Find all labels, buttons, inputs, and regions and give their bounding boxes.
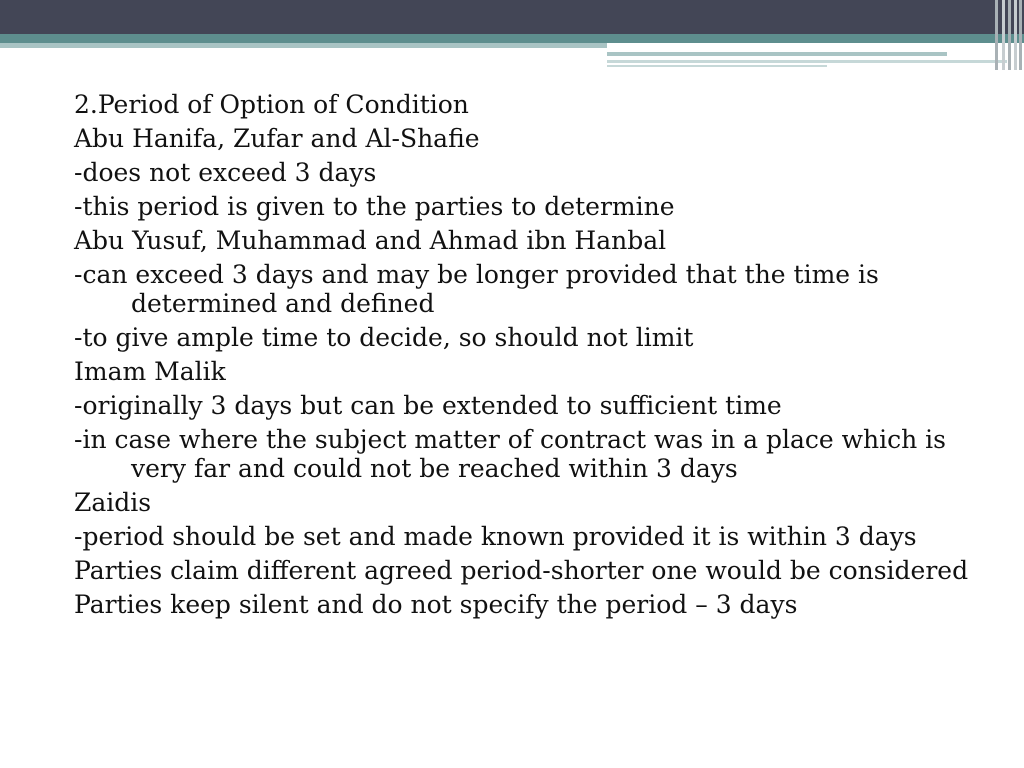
rule-text: Parties claim different agreed period-shorter one would be considered <box>74 556 969 585</box>
header-edge-stripes <box>993 0 1024 70</box>
edge-stripe <box>995 0 998 70</box>
heading-period-option: 2.Period of Option of Condition <box>74 90 469 119</box>
edge-stripe <box>1002 0 1005 70</box>
scholar-group-label: Abu Hanifa, Zufar and Al-Shafie <box>74 124 480 153</box>
edge-stripe <box>1014 0 1017 70</box>
header-accent-line <box>607 60 1007 63</box>
edge-stripe <box>1019 0 1022 70</box>
scholar-group-label: Imam Malik <box>74 357 226 386</box>
bullet-text: -originally 3 days but can be extended to sufficient time <box>74 391 782 420</box>
header-band-teal <box>0 34 1024 43</box>
bullet-text: -this period is given to the parties to determine <box>74 192 675 221</box>
bullet-text: -can exceed 3 days and may be longer provided that the time is determined and defined <box>74 260 879 318</box>
slide-body-text <box>74 90 974 624</box>
edge-stripe <box>1008 0 1011 70</box>
scholar-group-label: Abu Yusuf, Muhammad and Ahmad ibn Hanbal <box>74 226 667 255</box>
header-accent-line <box>607 52 947 56</box>
bullet-text: -does not exceed 3 days <box>74 158 377 187</box>
header-accent-line <box>607 65 827 67</box>
header-band-dark <box>0 0 1024 34</box>
bullet-text: -period should be set and made known provided it is within 3 days <box>74 522 917 551</box>
rule-text: Parties keep silent and do not specify the period – 3 days <box>74 590 798 619</box>
bullet-text: -in case where the subject matter of contract was in a place which is very far and could not be reached within 3 days <box>74 425 947 483</box>
bullet-text: -to give ample time to decide, so should not limit <box>74 323 694 352</box>
scholar-group-label: Zaidis <box>74 488 152 517</box>
